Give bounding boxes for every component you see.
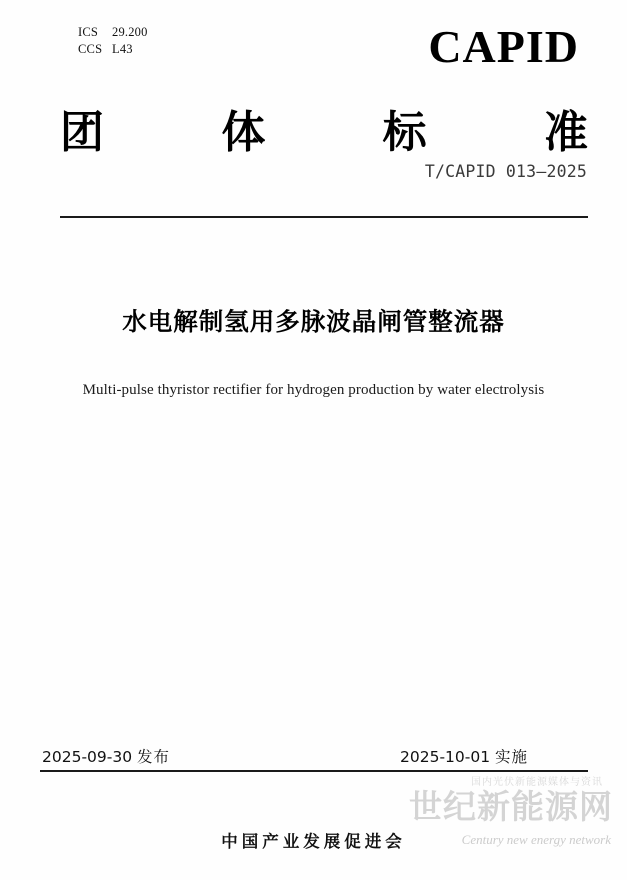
- issue-date-value: 2025-09-30: [42, 748, 133, 766]
- title-english: Multi-pulse thyristor rectifier for hydrogen production by water electrolysis: [82, 382, 545, 398]
- ccs-label: CCS: [78, 42, 103, 56]
- doc-type-char-3: 标: [382, 107, 427, 158]
- ics-label: ICS: [78, 25, 99, 39]
- implementation-date-value: 2025-10-01: [400, 748, 491, 766]
- classification-block: [78, 24, 148, 58]
- issue-date-line: [42, 745, 170, 767]
- ics-value: 29.200: [112, 25, 148, 39]
- publisher-name: 中国产业发展促进会: [221, 832, 406, 851]
- document-type-heading: [60, 96, 588, 160]
- header-divider: [60, 216, 588, 218]
- doc-type-char-1: 团: [60, 107, 104, 158]
- ics-row: [78, 24, 148, 41]
- standard-number: T/CAPID 013—2025: [424, 162, 587, 181]
- watermark-tiny-text: 国内光伏新能源媒体与资讯: [471, 777, 603, 788]
- issue-date-label: 发布: [137, 748, 171, 766]
- footer-divider: [40, 770, 588, 772]
- watermark-main-text: 世纪新能源网: [409, 787, 613, 826]
- doc-type-char-2: 体: [221, 107, 266, 158]
- implementation-date-label: 实施: [495, 748, 529, 766]
- organization-logo-text: CAPID: [428, 21, 579, 72]
- title-chinese: 水电解制氢用多脉波晶闸管整流器: [122, 307, 505, 336]
- ccs-row: [78, 41, 148, 58]
- ccs-value: L43: [112, 42, 133, 56]
- watermark-sub-text: Century new energy network: [461, 832, 611, 847]
- implementation-date-line: [400, 745, 528, 767]
- doc-type-char-4: 准: [543, 107, 588, 158]
